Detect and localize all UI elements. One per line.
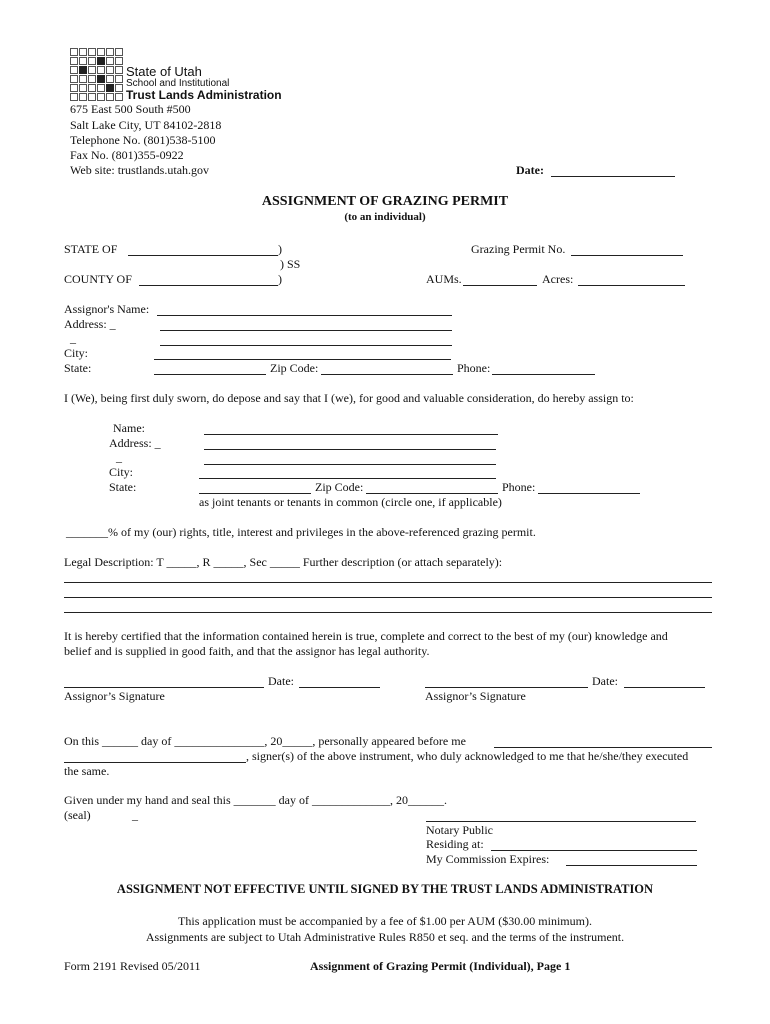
assignor-state-label: State: xyxy=(64,361,92,375)
address-street: 675 East 500 South #500 xyxy=(70,102,191,116)
ss-label: ) SS xyxy=(280,257,301,271)
notary-line-3: the same. xyxy=(64,764,110,778)
residing-at-label: Residing at: xyxy=(426,837,484,851)
residing-at-field[interactable] xyxy=(491,850,697,851)
address-website: Web site: trustlands.utah.gov xyxy=(70,163,210,177)
assignor-signature-field-1[interactable] xyxy=(64,687,264,688)
assignor-zip-field[interactable] xyxy=(321,374,453,375)
notary-signature-field[interactable] xyxy=(426,821,696,822)
assignee-city-label: City: xyxy=(109,465,134,479)
legal-description-line-2[interactable] xyxy=(64,597,712,598)
joint-tenancy-note: as joint tenants or tenants in common (circle one, if applicable) xyxy=(199,495,502,509)
signature-date-label-2: Date: xyxy=(592,674,618,688)
notary-signer-field[interactable] xyxy=(64,762,246,763)
percent-line: _______% of my (our) rights, title, interest and privileges in the above-referenced grazing permit. xyxy=(66,525,536,539)
assignee-state-label: State: xyxy=(109,480,137,494)
assignee-zip-field[interactable] xyxy=(366,493,498,494)
assignor-city-label: City: xyxy=(64,346,89,360)
oath-text: I (We), being first duly sworn, do depose and say that I (we), for good and valuable consideration, do hereby assign to: xyxy=(64,391,634,405)
paren-2: ) xyxy=(278,272,282,286)
grazing-permit-label: Grazing Permit No. xyxy=(471,242,566,256)
logo-grid-icon xyxy=(70,48,126,102)
assignee-name-label: Name: xyxy=(113,421,145,435)
assignee-name-field[interactable] xyxy=(204,434,498,435)
assignor-phone-field[interactable] xyxy=(492,374,595,375)
assignor-address-label: Address: _ xyxy=(64,317,116,331)
paren-1: ) xyxy=(278,242,282,256)
assignor-address-field-1[interactable] xyxy=(160,330,452,331)
county-of-label: COUNTY OF xyxy=(64,272,132,286)
assignee-address-field-1[interactable] xyxy=(204,449,496,450)
state-of-field[interactable] xyxy=(128,255,278,256)
assignee-state-field[interactable] xyxy=(199,493,311,494)
date-field[interactable] xyxy=(551,176,675,177)
notary-appeared-field[interactable] xyxy=(494,747,712,748)
legal-description-line-3[interactable] xyxy=(64,612,712,613)
legal-description-line-1[interactable] xyxy=(64,582,712,583)
date-label: Date: xyxy=(516,163,544,177)
assignor-name-field[interactable] xyxy=(157,315,452,316)
seal-mark: _ xyxy=(132,808,138,822)
assignor-signature-label-2: Assignor’s Signature xyxy=(425,689,526,703)
assignee-phone-label: Phone: xyxy=(502,480,536,494)
assignor-signature-field-2[interactable] xyxy=(425,687,588,688)
footer-page-label: Assignment of Grazing Permit (Individual), Page 1 xyxy=(310,959,571,973)
aums-field[interactable] xyxy=(463,285,537,286)
notary-line-2: , signer(s) of the above instrument, who duly acknowledged to me that he/she/they executed xyxy=(246,749,689,763)
given-under-hand: Given under my hand and seal this _______ day of _____________, 20______. xyxy=(64,793,447,807)
state-of-label: STATE OF xyxy=(64,242,118,256)
notary-public-label: Notary Public xyxy=(426,823,493,837)
commission-expires-field[interactable] xyxy=(566,865,697,866)
assignee-address-underscore: _ xyxy=(116,450,122,464)
logo-line-state: State of Utah xyxy=(126,64,202,79)
seal-label: (seal) xyxy=(64,808,91,822)
assignor-zip-label: Zip Code: xyxy=(270,361,319,375)
assignor-address-field-2[interactable] xyxy=(160,345,452,346)
assignee-phone-field[interactable] xyxy=(538,493,640,494)
county-of-field[interactable] xyxy=(139,285,278,286)
commission-expires-label: My Commission Expires: xyxy=(426,852,550,866)
aums-label: AUMs. xyxy=(426,272,462,286)
signature-date-field-1[interactable] xyxy=(299,687,380,688)
assignor-city-field[interactable] xyxy=(154,359,451,360)
assignor-phone-label: Phone: xyxy=(457,361,491,375)
page-subtitle: (to an individual) xyxy=(344,211,426,223)
logo-line-school: School and Institutional xyxy=(126,78,230,89)
logo-line-trust-lands: Trust Lands Administration xyxy=(126,88,282,102)
address-telephone: Telephone No. (801)538-5100 xyxy=(70,133,216,147)
address-fax: Fax No. (801)355-0922 xyxy=(70,148,184,162)
signature-date-label-1: Date: xyxy=(268,674,294,688)
assignee-city-field[interactable] xyxy=(199,478,496,479)
assignor-name-label: Assignor's Name: xyxy=(64,302,150,316)
assignor-signature-label-1: Assignor’s Signature xyxy=(64,689,165,703)
logo xyxy=(70,48,300,102)
fee-note-2: Assignments are subject to Utah Administrative Rules R850 et seq. and the terms of the instrument. xyxy=(145,930,625,944)
assignee-zip-label: Zip Code: xyxy=(315,480,364,494)
signature-date-field-2[interactable] xyxy=(624,687,705,688)
assignee-address-field-2[interactable] xyxy=(204,464,496,465)
notary-line-1: On this ______ day of _______________, 20_____, personally appeared before me xyxy=(64,734,466,748)
effective-warning: ASSIGNMENT NOT EFFECTIVE UNTIL SIGNED BY THE TRUST LANDS ADMINISTRATION xyxy=(116,882,654,896)
grazing-permit-field[interactable] xyxy=(571,255,683,256)
certification-line-2: belief and is supplied in good faith, and that the assignor has legal authority. xyxy=(64,644,430,658)
acres-field[interactable] xyxy=(578,285,685,286)
certification-line-1: It is hereby certified that the information contained herein is true, complete and correct to the best of my (our) knowledge and xyxy=(64,629,668,643)
footer-form-number: Form 2191 Revised 05/2011 xyxy=(64,959,201,973)
fee-note-1: This application must be accompanied by a fee of $1.00 per AUM ($30.00 minimum). xyxy=(178,914,592,928)
legal-description: Legal Description: T _____, R _____, Sec _____ Further description (or attach separately): xyxy=(64,555,503,569)
assignee-address-label: Address: _ xyxy=(109,436,161,450)
assignor-state-field[interactable] xyxy=(154,374,266,375)
acres-label: Acres: xyxy=(542,272,574,286)
page-title: ASSIGNMENT OF GRAZING PERMIT xyxy=(261,194,509,209)
address-city: Salt Lake City, UT 84102-2818 xyxy=(70,118,222,132)
assignor-address-underscore: _ xyxy=(70,331,76,345)
